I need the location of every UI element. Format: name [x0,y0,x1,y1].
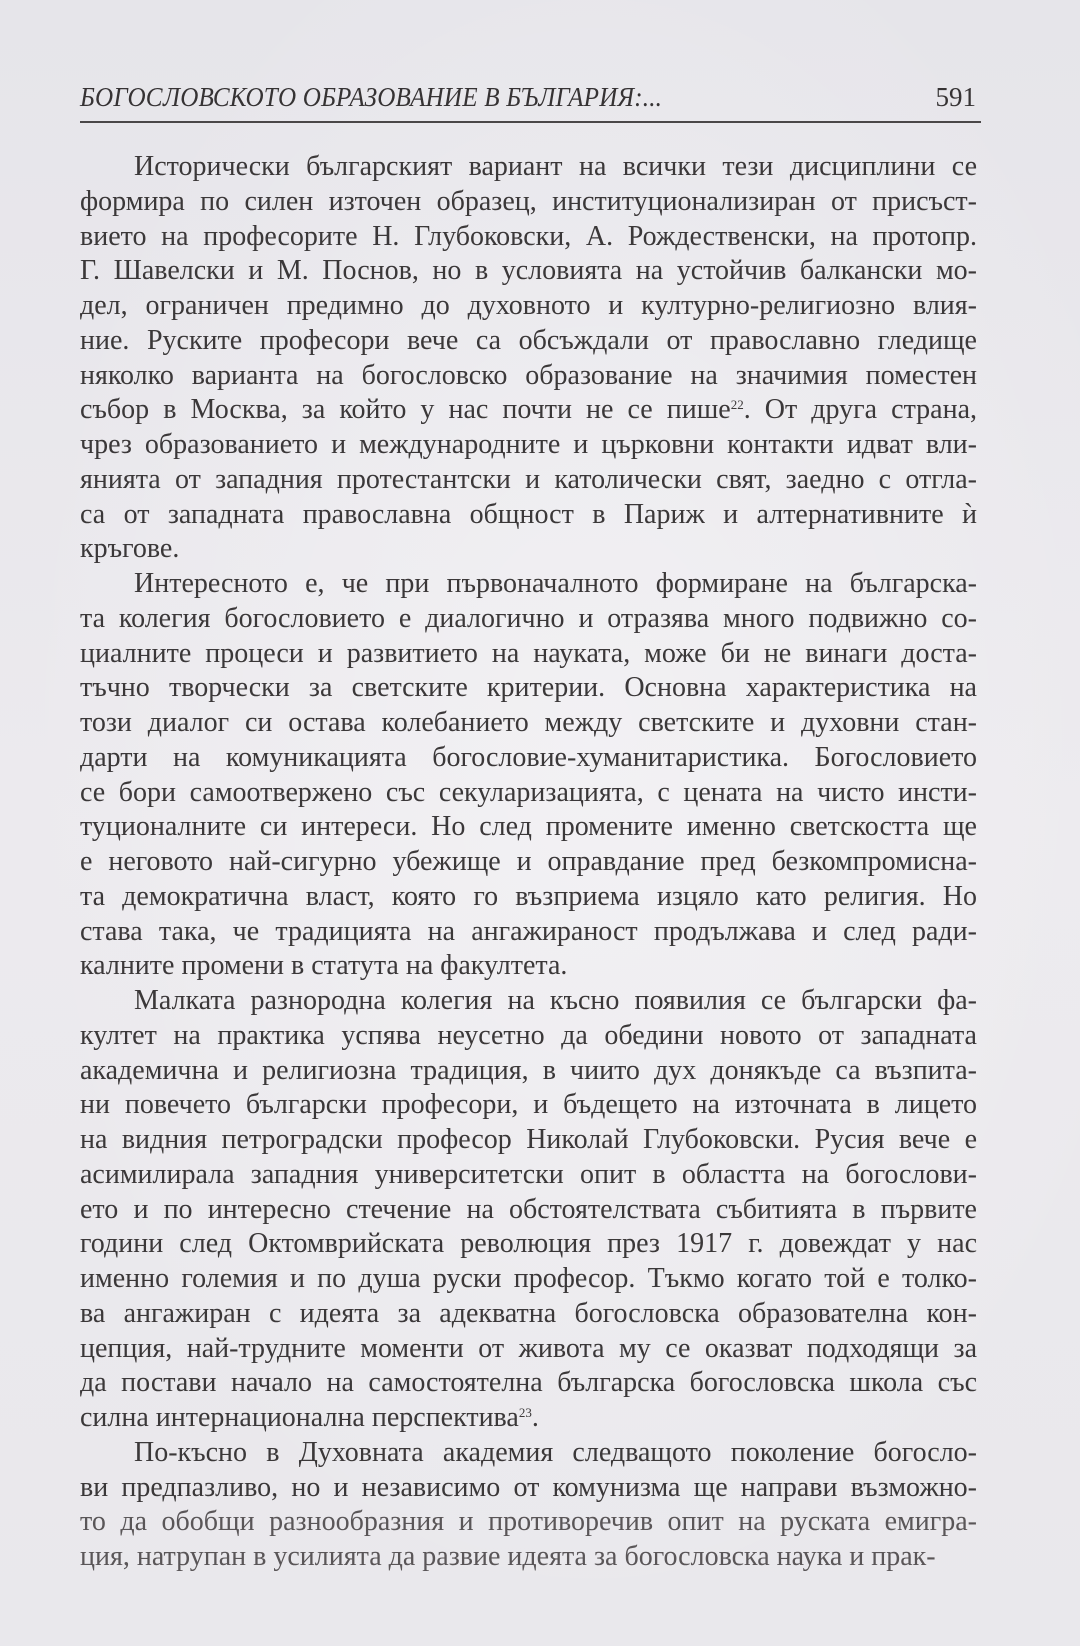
page-number: 591 [935,82,976,112]
line-text: тъчно творчески за светските критерии. Основна характеристика на [80,672,977,704]
line-text: ни повечето български професори, и бъдещето на източната в лицето [80,1089,977,1121]
header-rule [80,121,981,123]
line-text: кръгове. [80,533,180,565]
line-text: Исторически българският вариант на всички тези дисциплини се [134,151,977,182]
text-line [80,949,977,984]
text-line [80,915,977,950]
line-text: ва ангажиран с идеята за адекватна богословска образователна кон- [80,1297,977,1329]
text-line [80,845,977,880]
text-line [80,1019,977,1054]
line-text: янията от западния протестантски и католически свят, заедно с отгла- [80,463,977,495]
text-line [80,880,977,915]
text-line [80,428,977,463]
line-text-after-footnote: . [531,1402,539,1433]
paragraph [80,1436,977,1575]
running-head [80,82,980,116]
line-text: именно големия и по душа руски професор. Тъкмо когато той е толко- [80,1263,977,1294]
line-text: ние. Руските професори вече са обсъждали от православно гледище [80,324,977,356]
text-line [80,289,977,324]
line-text: академична и религиозна традиция, в чиито дух донякъде са възпита- [80,1054,977,1086]
line-text: силна интернационална перспектива [80,1402,519,1433]
text-line [80,1123,977,1158]
text-line [80,1471,977,1506]
line-text: е неговото най-сигурно убежище и оправдание пред безкомпромисна- [80,846,977,877]
line-text: събор в Москва, за който у нас почти не се пише [80,394,731,426]
line-text: няколко варианта на богословско образование на значимия поместен [80,359,977,391]
text-line [80,706,977,741]
text-line [80,567,977,602]
line-text: цепция, най-трудните моменти от живота му се оказват подходящи за [80,1332,977,1364]
line-text: на видния петроградски професор Николай Глубоковски. Русия вече е [80,1124,977,1155]
text-line [80,324,977,359]
line-text: та колегия богословието е диалогично и отразява много подвижно со- [80,602,977,634]
text-line [80,1262,977,1297]
text-line [80,1540,977,1575]
line-text: то да обобщи разнообразния и противоречив опит на руската емигра- [80,1506,977,1538]
line-text: ето и по интересно стечение на обстоятелствата събитията в първите [80,1193,977,1225]
text-line [80,532,977,567]
text-line [80,984,977,1019]
line-text-after-footnote: . От друга страна, [743,394,978,426]
footnote-ref[interactable]: 22 [730,397,744,413]
line-text: По-късно в Духовната академия следващото поколение богосло- [134,1436,977,1468]
running-head-title: БОГОСЛОВСКОТО ОБРАЗОВАНИЕ В БЪЛГАРИЯ:... [80,82,663,112]
line-text: Интересното е, че при първоначалното формиране на българска- [134,568,977,599]
text-line [80,1332,977,1367]
line-text: да постави начало на самостоятелна българска богословска школа със [80,1367,977,1399]
line-text: калните промени в статута на факултета. [80,950,568,982]
text-line [80,776,977,811]
line-text: вието на професорите Н. Глубоковски, А. Рождественски, на протопр. [80,220,977,252]
paragraph [80,567,977,984]
text-line [80,1366,977,1401]
text-line [80,1227,977,1262]
line-text: ви предпазливо, но и независимо от комунизма ще направи възможно- [80,1471,977,1503]
line-text: Г. Шавелски и М. Поснов, но в условията на устойчив балкански мо- [80,255,977,287]
text-line [80,254,977,289]
text-line [80,393,977,428]
line-text: туционалните си интереси. Но след промените именно светскостта ще [80,811,977,843]
paragraph [80,984,977,1436]
line-text: асимилирала западния университетски опит в областта на богослови- [80,1158,977,1190]
line-text: са от западната православна общност в Париж и алтернативните ѝ [80,498,977,530]
line-text: циалните процеси и развитието на науката, може би не винаги доста- [80,637,977,669]
line-text: става така, че традицията на ангажираност продължава и след ради- [80,915,977,947]
text-line [80,637,977,672]
text-line [80,220,977,255]
line-text: та демократична власт, която го възприема изцяло като религия. Но [80,880,977,912]
text-line [80,671,977,706]
line-text: години след Октомврийската революция през 1917 г. довеждат у нас [80,1228,977,1260]
paragraph [80,150,977,567]
text-line [80,1505,977,1540]
body-text [80,150,977,1575]
line-text: чрез образованието и международните и църковни контакти идват вли- [80,429,977,460]
line-text: дарти на комуникацията богословие-хуманитаристика. Богословието [80,741,977,773]
line-text: Малката разнородна колегия на късно появилия се български фа- [134,985,977,1016]
text-line [80,1193,977,1228]
text-line [80,1297,977,1332]
text-line [80,1436,977,1471]
line-text: дел, ограничен предимно до духовното и културно-религиозно влия- [80,290,977,321]
text-line [80,1158,977,1193]
text-line [80,602,977,637]
line-text: култет на практика успява неусетно да обедини новото от западната [80,1019,977,1051]
text-line [80,741,977,776]
text-line [80,1054,977,1089]
text-line [80,1401,977,1436]
line-text: ция, натрупан в усилията да развие идеята за богословска наука и прак- [80,1541,936,1572]
text-line [80,1088,977,1123]
text-line [80,359,977,394]
text-line [80,463,977,498]
footnote-ref[interactable]: 23 [518,1405,532,1420]
text-line [80,150,977,185]
text-line [80,498,977,533]
line-text: се бори самоотвержено със секуларизацията, с цената на чисто инсти- [80,776,977,808]
text-line [80,185,977,220]
line-text: формира по силен източен образец, институционализиран от присъст- [80,185,977,217]
text-line [80,810,977,845]
line-text: този диалог си остава колебанието между светските и духовни стан- [80,707,977,738]
